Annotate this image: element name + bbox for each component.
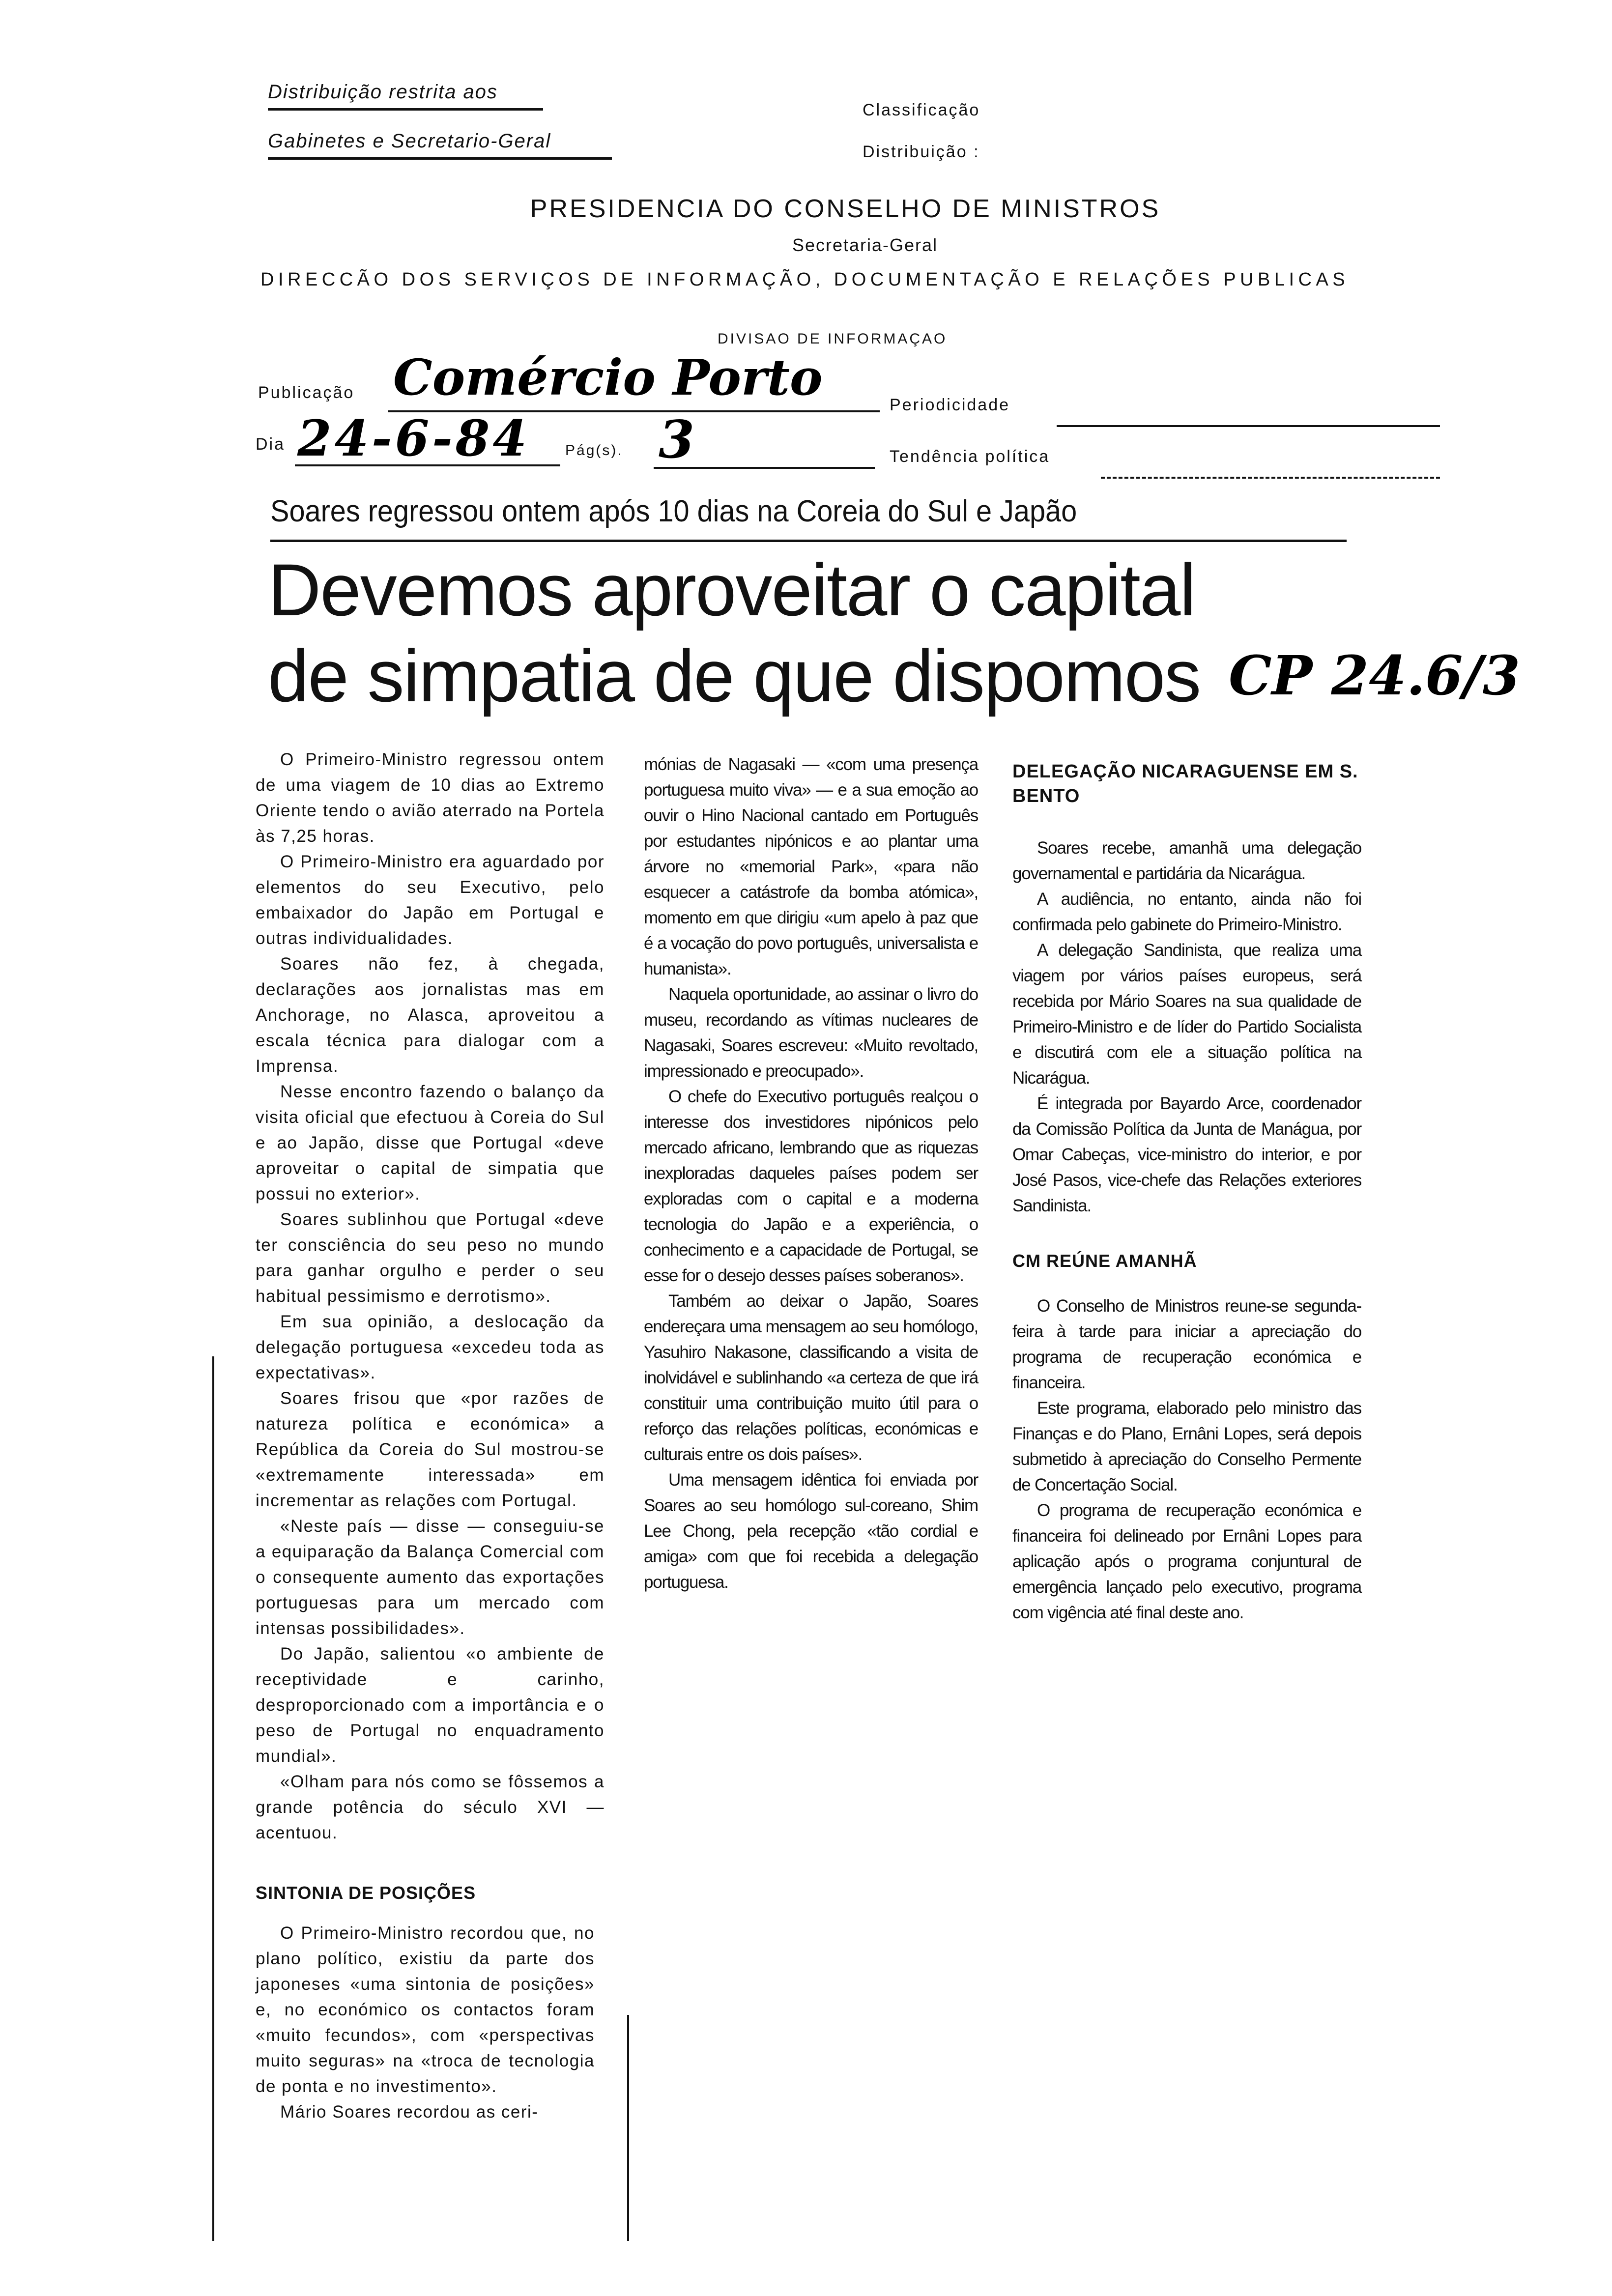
article-column-3a bbox=[1012, 835, 1361, 1219]
article-paragraph: Mário Soares recordou as ceri- bbox=[280, 2102, 539, 2122]
article-paragraph: Soares sublinhou que Portugal «deve ter consciência do seu peso no mundo para ganhar orgulho e perder o seu habitual pessimismo e derrotismo». bbox=[256, 1210, 604, 1306]
article-column-1-body bbox=[256, 747, 604, 1846]
pages-label: Pág(s). bbox=[565, 442, 623, 459]
day-value: 24-6-84 bbox=[297, 409, 530, 467]
periodicity-line bbox=[1057, 425, 1440, 427]
headline-line1: Devemos aproveitar o capital bbox=[268, 548, 1195, 631]
article-kicker: Soares regressou ontem após 10 dias na Coreia do Sul e Japão bbox=[270, 494, 1077, 528]
distribution-note-line1: Distribuição restrita aos bbox=[268, 81, 543, 111]
political-tendency-line bbox=[1101, 477, 1440, 479]
section-heading-cm: CM REÚNE AMANHÃ bbox=[1012, 1251, 1197, 1271]
division-label: DIVISAO DE INFORMAÇAO bbox=[718, 331, 948, 347]
periodicity-label: Periodicidade bbox=[890, 396, 1010, 414]
margin-line-middle bbox=[627, 2015, 629, 2241]
article-paragraph: O Primeiro-Ministro regressou ontem de uma viagem de 10 dias ao Extremo Oriente tendo o avião aterrado na Portela às 7,25 horas. bbox=[256, 750, 604, 846]
article-paragraph: O chefe do Executivo português realçou o interesse dos investidores nipónicos pelo mercado africano, lembrando que as riquezas inexploradas daqueles países podem ser exploradas com o capital e a moderna tecnologia do Japão e a experiência, o conhecimento e a capacidade de Portugal, se esse for o desejo desses países soberanos». bbox=[644, 1087, 978, 1285]
article-paragraph: Nesse encontro fazendo o balanço da visita oficial que efectuou à Coreia do Sul e ao Japão, disse que Portugal «deve aproveitar o capital de simpatia que possui no exterior». bbox=[256, 1082, 604, 1204]
article-paragraph: Do Japão, salientou «o ambiente de receptividade e carinho, desproporcionado com a importância e o peso de Portugal no enquadramento mundial». bbox=[256, 1644, 604, 1766]
article-column-3 bbox=[1012, 759, 1361, 1626]
article-column-1 bbox=[256, 747, 604, 2125]
article-paragraph: O Conselho de Ministros reune-se segunda-feira à tarde para iniciar a apreciação do programa de recuperação económica e financeira. bbox=[1012, 1296, 1361, 1392]
article-paragraph: Soares frisou que «por razões de natureza política e económica» a República da Coreia do Sul mostrou-se «extremamente interessada» em incrementar as relações com Portugal. bbox=[256, 1389, 604, 1510]
day-label: Dia bbox=[256, 435, 286, 454]
handwritten-annotation: CP 24.6/3 bbox=[1229, 644, 1521, 707]
article-paragraph: Este programa, elaborado pelo ministro das Finanças e do Plano, Ernâni Lopes, será depois submetido à apreciação do Conselho Permente de Concertação Social. bbox=[1012, 1399, 1361, 1494]
article-paragraph: Em sua opinião, a deslocação da delegação portuguesa «excedeu toda as expectativas». bbox=[256, 1312, 604, 1382]
article-paragraph: A delegação Sandinista, que realiza uma viagem por vários países europeus, será recebida por Mário Soares na sua qualidade de Primeiro-Ministro e de líder do Partido Socialista e discutirá com ele a situação política na Nicarágua. bbox=[1012, 941, 1361, 1088]
distribution-label: Distribuição : bbox=[863, 143, 980, 161]
article-paragraph: Naquela oportunidade, ao assinar o livro do museu, recordando as vítimas nucleares de Nagasaki, Soares escreveu: «Muito revoltado, impressionado e preocupado». bbox=[644, 985, 978, 1081]
article-paragraph: O Primeiro-Ministro recordou que, no plano político, existiu da parte dos japoneses «uma sintonia de posições» e, no económico os contactos foram «muito fecundos», com «perspectivas muito seguras» na «troca de tecnologia de ponta e no investimento». bbox=[256, 1923, 595, 2096]
classification-label: Classificação bbox=[863, 101, 980, 119]
secretariat-label: Secretaria-Geral bbox=[792, 235, 938, 255]
article-paragraph: «Neste país — disse — conseguiu-se a equiparação da Balança Comercial com o consequente aumento das exportações portuguesas para um mercado com intensas possibilidades». bbox=[256, 1517, 604, 1638]
article-paragraph: A audiência, no entanto, ainda não foi confirmada pelo gabinete do Primeiro-Ministro. bbox=[1012, 890, 1361, 934]
publication-label: Publicação bbox=[258, 383, 355, 402]
institution-title: PRESIDENCIA DO CONSELHO DE MINISTROS bbox=[530, 195, 1161, 223]
article-paragraph: «Olham para nós como se fôssemos a grande potência do século XVI — acentuou. bbox=[256, 1772, 604, 1842]
article-paragraph: Uma mensagem idêntica foi enviada por Soares ao seu homólogo sul-coreano, Shim Lee Chong, pela recepção «tão cordial e amiga» com que foi recebida a delegação portuguesa. bbox=[644, 1470, 978, 1592]
article-column-3b bbox=[1012, 1293, 1361, 1626]
section-heading-nicaragua: DELEGAÇÃO NICARAGUENSE EM S. BENTO bbox=[1012, 761, 1358, 806]
article-paragraph: O Primeiro-Ministro era aguardado por elementos do seu Executivo, pelo embaixador do Japão em Portugal e outras individualidades. bbox=[256, 852, 604, 948]
article-paragraph: Soares não fez, à chegada, declarações aos jornalistas mas em Anchorage, no Alasca, aproveitou a escala técnica para dialogar com a Imprensa. bbox=[256, 954, 604, 1076]
article-column-1b bbox=[256, 1921, 595, 2125]
pages-underline bbox=[654, 467, 875, 469]
political-tendency-label: Tendência política bbox=[890, 447, 1050, 466]
directorate-label: DIRECCÃO DOS SERVIÇOS DE INFORMAÇÃO, DOCUMENTAÇÃO E RELAÇÕES PUBLICAS bbox=[260, 269, 1350, 290]
headline-line2: de simpatia de que dispomos bbox=[268, 634, 1201, 717]
article-paragraph: O programa de recuperação económica e financeira foi delineado por Ernâni Lopes para aplicação após o programa conjuntural de emergência lançado pelo executivo, programa com vigência até final deste ano. bbox=[1012, 1501, 1361, 1622]
section-heading-sintonia: SINTONIA DE POSIÇÕES bbox=[256, 1883, 476, 1903]
pages-value: 3 bbox=[659, 409, 695, 470]
article-paragraph: É integrada por Bayardo Arce, coordenador da Comissão Política da Junta de Manágua, por Omar Cabeças, vice-ministro do interior, e por José Pasos, vice-chefe das Relações exteriores Sandinista. bbox=[1012, 1094, 1361, 1215]
kicker-rule bbox=[270, 540, 1347, 542]
margin-line-left bbox=[212, 1356, 214, 2241]
day-underline bbox=[295, 464, 560, 466]
article-paragraph: Soares recebe, amanhã uma delegação governamental e partidária da Nicarágua. bbox=[1012, 838, 1361, 883]
distribution-note-line2: Gabinetes e Secretario-Geral bbox=[268, 130, 612, 160]
article-paragraph: mónias de Nagasaki — «com uma presença portuguesa muito viva» — e a sua emoção ao ouvir o Hino Nacional cantado em Português por estudantes nipónicos e ao plantar uma árvore no «memorial Park», «para não esquecer a catástrofe da bomba atómica», momento em que dirigiu «um apelo à paz que é a vocação do povo português, universalista e humanista». bbox=[644, 755, 978, 978]
publication-value: Comércio Porto bbox=[393, 348, 823, 406]
article-column-2 bbox=[644, 752, 978, 1595]
article-paragraph: Também ao deixar o Japão, Soares endereçara uma mensagem ao seu homólogo, Yasuhiro Nakasone, classificando a visita de inolvidável e sublinhando «a certeza de que irá constituir uma contribuição muito útil para o reforço das relações políticas, económicas e culturais entre os dois países». bbox=[644, 1292, 978, 1464]
